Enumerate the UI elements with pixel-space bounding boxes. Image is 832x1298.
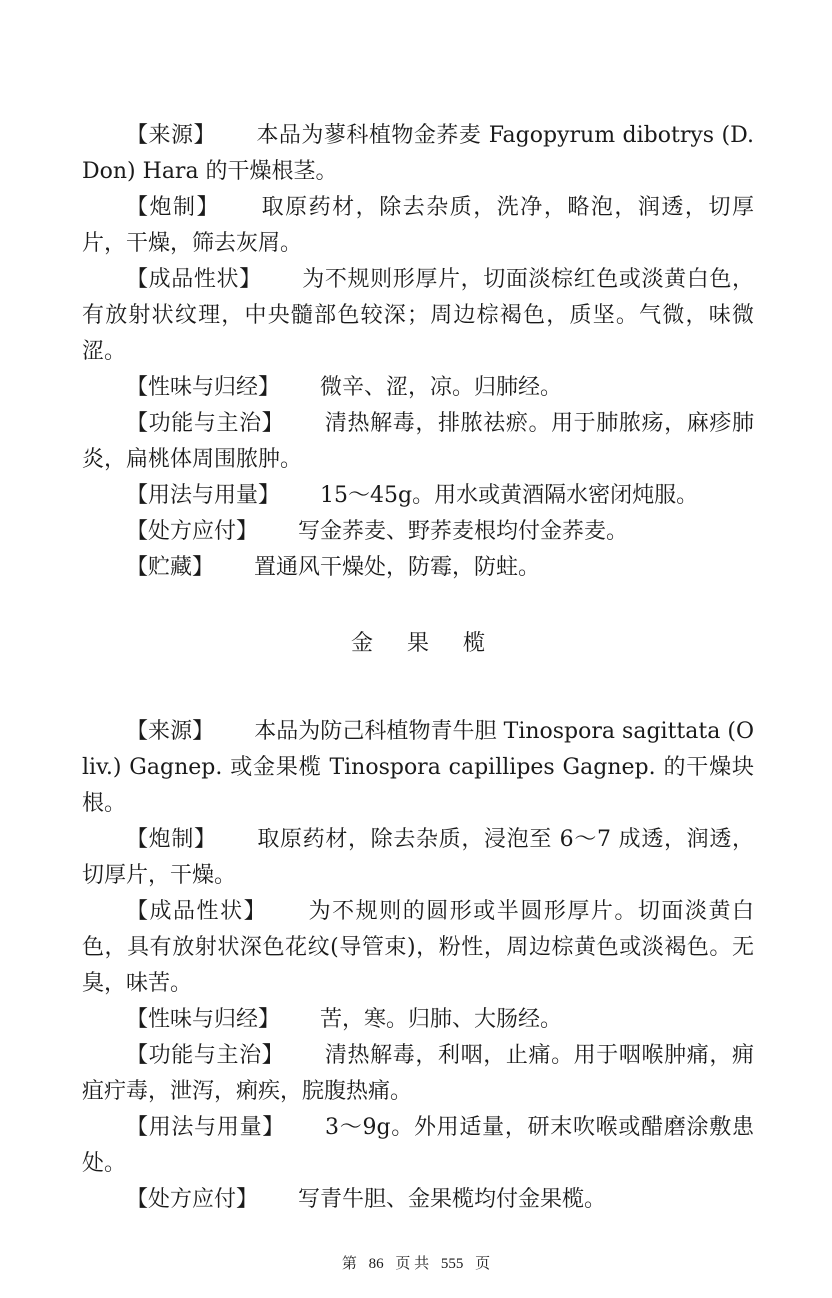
section-text: 苦，寒。归肺、大肠经。 xyxy=(320,1007,563,1032)
section-text: 本品为防己科植物青牛胆 Tinospora sagittata (Oliv.) Gagnep. 或金果榄 Tinospora capillipes Gagnep. 的干燥块根。 xyxy=(82,719,754,816)
section-tag: 【炮制】 xyxy=(126,195,221,220)
section-tag: 【贮藏】 xyxy=(126,555,215,580)
section-tag: 【用法与用量】 xyxy=(126,1115,286,1140)
entry-paragraph xyxy=(82,822,754,894)
footer-prefix: 第 xyxy=(341,1256,357,1272)
section-tag: 【处方应付】 xyxy=(126,1187,259,1212)
entry-paragraph xyxy=(82,118,754,190)
section-text: 取原药材，除去杂质，洗净，略泡，润透，切厚片，干燥，筛去灰屑。 xyxy=(82,195,754,256)
section-tag: 【性味与归经】 xyxy=(126,375,281,400)
entry-paragraph xyxy=(82,550,754,586)
page-footer xyxy=(0,1252,832,1273)
section-tag: 【用法与用量】 xyxy=(126,483,281,508)
entry-paragraph xyxy=(82,406,754,478)
section-tag: 【功能与主治】 xyxy=(126,1043,285,1068)
section-title: 金果榄 xyxy=(350,631,519,656)
section-text: 3～9g。外用适量，研末吹喉或醋磨涂敷患处。 xyxy=(82,1115,754,1176)
section-tag: 【性味与归经】 xyxy=(126,1007,281,1032)
page-body xyxy=(82,118,754,1218)
section-text: 写青牛胆、金果榄均付金果榄。 xyxy=(298,1187,607,1212)
entry-paragraph xyxy=(82,1002,754,1038)
entry-jinqiaomai xyxy=(82,118,754,586)
entry-paragraph xyxy=(82,1038,754,1110)
section-text: 取原药材，除去杂质，浸泡至 6～7 成透，润透，切厚片，干燥。 xyxy=(82,827,754,888)
footer-total-pages: 555 xyxy=(440,1256,464,1272)
section-tag: 【功能与主治】 xyxy=(126,411,285,436)
section-tag: 【炮制】 xyxy=(126,827,217,852)
section-text: 清热解毒，利咽，止痛。用于咽喉肿痛，痈疽疔毒，泄泻，痢疾，脘腹热痛。 xyxy=(82,1043,754,1104)
section-tag: 【来源】 xyxy=(126,719,215,744)
entry-paragraph xyxy=(82,1182,754,1218)
section-tag: 【来源】 xyxy=(126,123,216,148)
footer-page-number: 86 xyxy=(368,1256,384,1272)
entry-paragraph xyxy=(82,1110,754,1182)
section-text: 写金荞麦、野荞麦根均付金荞麦。 xyxy=(298,519,629,544)
footer-middle: 页 共 xyxy=(395,1256,430,1272)
entry-paragraph xyxy=(82,894,754,1002)
section-text: 置通风干燥处，防霉，防蛀。 xyxy=(254,555,541,580)
entry-paragraph xyxy=(82,714,754,822)
section-text: 微辛、涩，凉。归肺经。 xyxy=(320,375,563,400)
entry-paragraph xyxy=(82,514,754,550)
section-tag: 【成品性状】 xyxy=(126,899,268,924)
entry-paragraph xyxy=(82,190,754,262)
entry-paragraph xyxy=(82,370,754,406)
entry-paragraph xyxy=(82,478,754,514)
section-text: 为不规则形厚片，切面淡棕红色或淡黄白色，有放射状纹理，中央髓部色较深；周边棕褐色，质坚。气微，味微涩。 xyxy=(82,267,754,364)
section-text: 为不规则的圆形或半圆形厚片。切面淡黄白色，具有放射状深色花纹(导管束)，粉性，周边棕黄色或淡褐色。无臭，味苦。 xyxy=(82,899,754,996)
section-text: 清热解毒，排脓祛瘀。用于肺脓疡，麻疹肺炎，扁桃体周围脓肿。 xyxy=(82,411,754,472)
section-tag: 【成品性状】 xyxy=(126,267,262,292)
entry-paragraph xyxy=(82,262,754,370)
section-tag: 【处方应付】 xyxy=(126,519,259,544)
section-text: 本品为蓼科植物金荞麦 Fagopyrum dibotrys (D. Don) Hara 的干燥根茎。 xyxy=(82,123,754,184)
footer-suffix: 页 xyxy=(475,1256,491,1272)
section-text: 15～45g。用水或黄酒隔水密闭炖服。 xyxy=(320,483,699,508)
entry-jinguolan xyxy=(82,714,754,1218)
